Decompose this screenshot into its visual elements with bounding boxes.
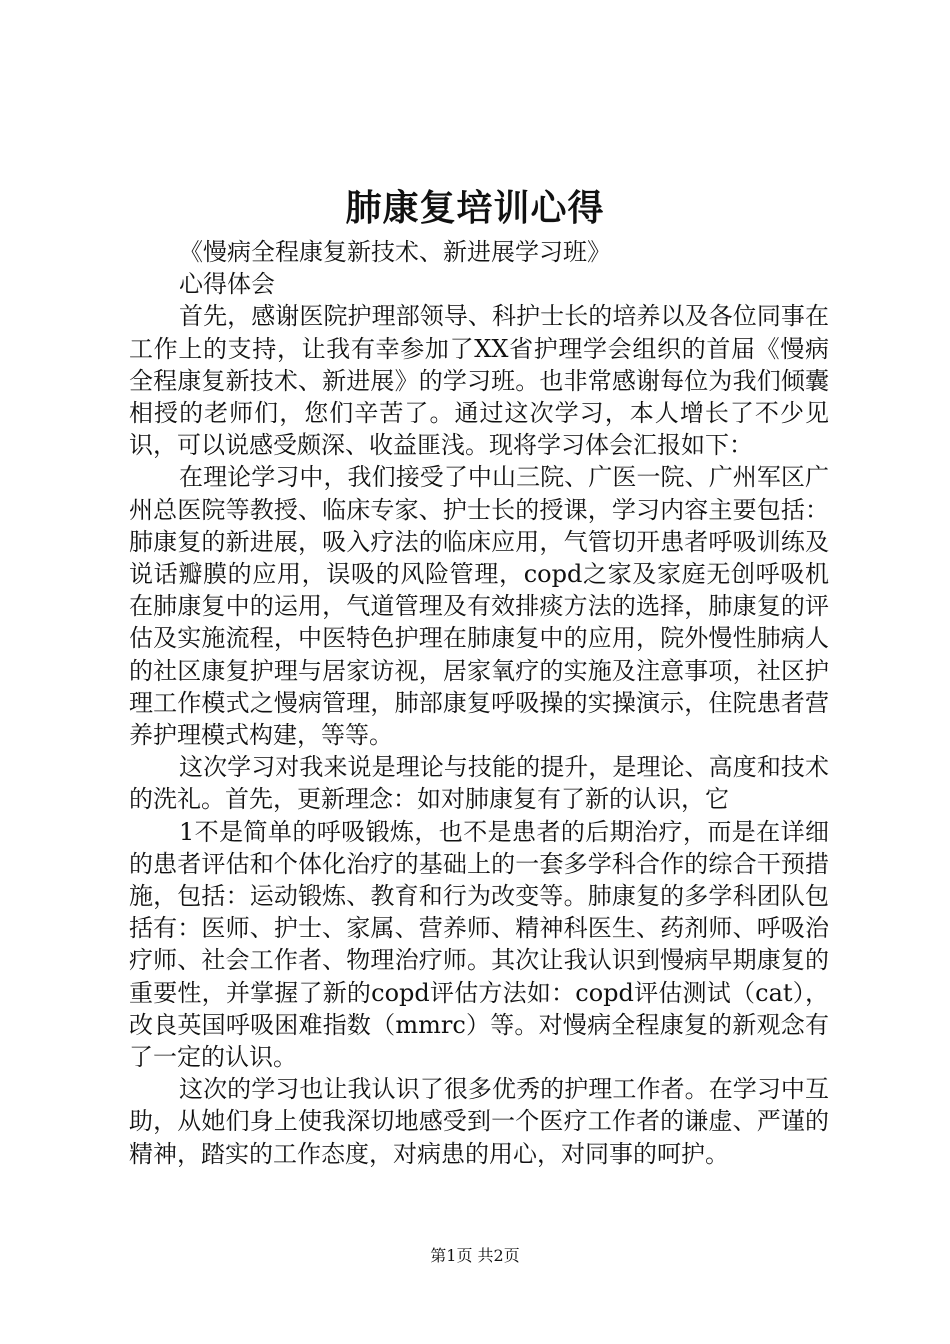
paragraph-theory: 在理论学习中，我们接受了中山三院、广医一院、广州军区广州总医院等教授、临床专家、护士长的授课，学习内容主要包括：肺康复的新进展，吸入疗法的临床应用，气管切开患者呼吸训练及说话瓣膜的应用，误吸的风险管理，copd之家及家庭无创呼吸机在肺康复中的运用，气道管理及有效排痰方法的选择，肺康复的评估及实施流程，中医特色护理在肺康复中的应用，院外慢性肺病人的社区康复护理与居家访视，居家氧疗的实施及注意事项，社区护理工作模式之慢病管理，肺部康复呼吸操的实操演示，住院患者营养护理模式构建，等等。 [129, 463, 829, 750]
section-heading: 心得体会 [179, 270, 275, 299]
paragraph-colleagues: 这次的学习也让我认识了很多优秀的护理工作者。在学习中互助，从她们身上使我深切地感受到一个医疗工作者的谦虚、严谨的精神，踏实的工作态度，对病患的用心，对同事的呵护。 [129, 1075, 829, 1168]
paragraph-improvement: 这次学习对我来说是理论与技能的提升，是理论、高度和技术的洗礼。首先，更新理念：如对肺康复有了新的认识，它 [129, 753, 829, 814]
paragraph-rehab-definition: 1不是简单的呼吸锻炼，也不是患者的后期治疗，而是在详细的患者评估和个体化治疗的基础上的一套多学科合作的综合干预措施，包括：运动锻炼、教育和行为改变等。肺康复的多学科团队包括有：医师、护士、家属、营养师、精神科医生、药剂师、呼吸治疗师、社会工作者、物理治疗师。其次让我认识到慢病早期康复的重要性，并掌握了新的copd评估方法如：copd评估测试（cat），改良英国呼吸困难指数（mmrc）等。对慢病全程康复的新观念有了一定的认识。 [129, 817, 829, 1072]
course-subtitle: 《慢病全程康复新技术、新进展学习班》 [179, 238, 611, 266]
paragraph-intro: 首先，感谢医院护理部领导、科护士长的培养以及各位同事在工作上的支持，让我有幸参加了XX省护理学会组织的首届《慢病全程康复新技术、新进展》的学习班。也非常感谢每位为我们倾囊相授的老师们，您们辛苦了。通过这次学习，本人增长了不少见识，可以说感受颇深、收益匪浅。现将学习体会汇报如下： [129, 302, 829, 460]
document-body [129, 236, 829, 1170]
document-title: 肺康复培训心得 [345, 187, 605, 229]
page-footer: 第1页 共2页 [430, 1246, 520, 1265]
